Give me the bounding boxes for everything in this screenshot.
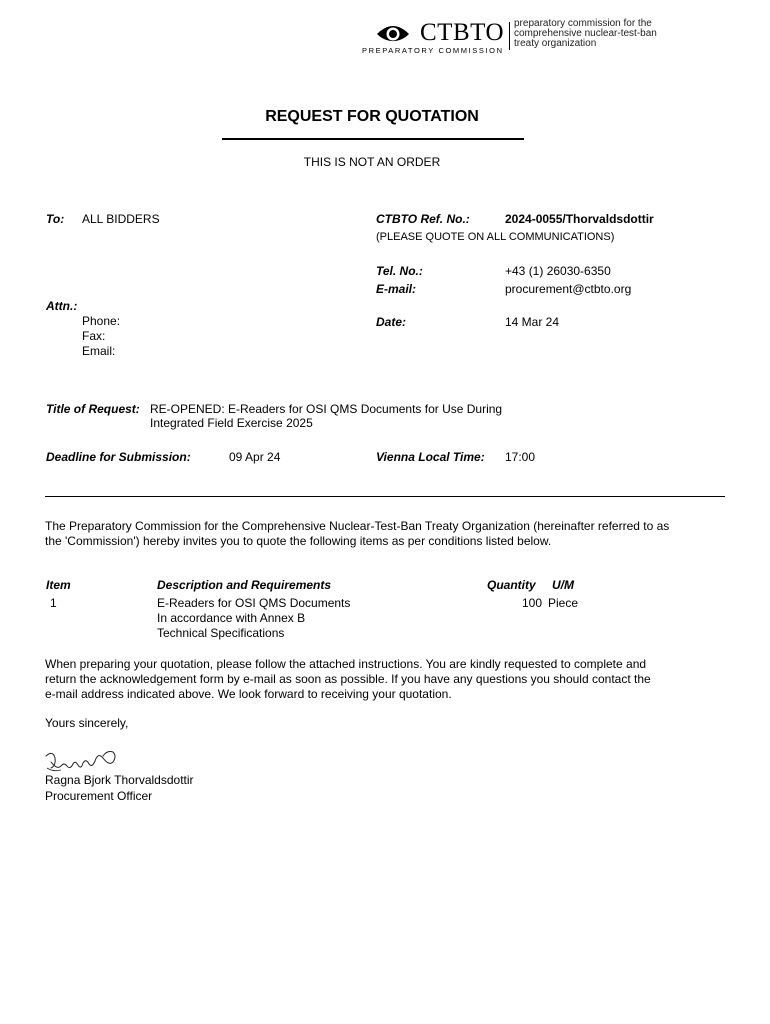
title-underline <box>222 138 524 140</box>
date-value: 14 Mar 24 <box>505 315 560 329</box>
attn-fax-label: Fax: <box>82 329 106 343</box>
request-title-line: Integrated Field Exercise 2025 <box>150 416 313 430</box>
to-label: To: <box>46 212 65 226</box>
attn-email-label: Email: <box>82 344 116 358</box>
local-time-label: Vienna Local Time: <box>376 450 485 464</box>
logo-divider <box>509 22 510 50</box>
paragraph-line: The Preparatory Commission for the Comprehensive Nuclear-Test-Ban Treaty Organization (hereinafter referred to as <box>45 519 670 533</box>
logo-description-line: preparatory commission for the <box>514 18 652 29</box>
paragraph-line: the 'Commission') hereby invites you to quote the following items as per conditions listed below. <box>45 534 552 548</box>
signatory-name: Ragna Bjork Thorvaldsdottir <box>45 773 194 787</box>
paragraph-line: When preparing your quotation, please follow the attached instructions. You are kindly requested to complete and <box>45 657 647 671</box>
intro-paragraph <box>45 519 735 549</box>
to-value: ALL BIDDERS <box>82 212 160 226</box>
document-subtitle: THIS IS NOT AN ORDER <box>303 155 441 169</box>
row-description-line: Technical Specifications <box>157 626 285 640</box>
logo-description-line: comprehensive nuclear-test-ban <box>514 28 657 39</box>
logo-wordmark: CTBTO <box>420 19 504 46</box>
signatory-position: Procurement Officer <box>45 789 153 803</box>
closing-salutation: Yours sincerely, <box>45 716 129 730</box>
column-header-item: Item <box>46 578 71 592</box>
document-title: REQUEST FOR QUOTATION <box>265 108 479 125</box>
section-divider <box>45 496 725 497</box>
column-header-quantity: Quantity <box>487 578 536 592</box>
row-quantity: 100 <box>521 596 542 610</box>
request-title-label: Title of Request: <box>46 402 140 416</box>
paragraph-line: return the acknowledgement form by e-mail as soon as possible. If you have any questions you should contact the <box>45 672 651 686</box>
logo-description <box>514 19 657 49</box>
date-label: Date: <box>376 315 407 329</box>
instructions-paragraph <box>45 657 735 702</box>
email-value[interactable]: procurement@ctbto.org <box>505 282 632 296</box>
logo-description-line: treaty organization <box>514 38 597 49</box>
deadline-value: 09 Apr 24 <box>229 450 281 464</box>
attn-phone-label: Phone: <box>82 314 121 328</box>
row-description-line: E-Readers for OSI QMS Documents <box>157 596 351 610</box>
row-item-number: 1 <box>50 596 57 610</box>
row-description-line: In accordance with Annex B <box>157 611 306 625</box>
tel-value: +43 (1) 26030-6350 <box>505 264 611 278</box>
column-header-uom: U/M <box>552 578 574 592</box>
ctbto-logo-icon <box>375 21 411 47</box>
logo-subtitle: PREPARATORY COMMISSION <box>362 46 504 55</box>
column-header-description: Description and Requirements <box>157 578 332 592</box>
attn-contact-lines <box>82 314 120 359</box>
ref-note: (PLEASE QUOTE ON ALL COMMUNICATIONS) <box>376 231 615 243</box>
paragraph-line: e-mail address indicated above. We look forward to receiving your quotation. <box>45 687 452 701</box>
attn-label: Attn.: <box>46 299 78 313</box>
ref-label: CTBTO Ref. No.: <box>376 212 470 226</box>
email-label: E-mail: <box>376 282 417 296</box>
local-time-value: 17:00 <box>505 450 536 464</box>
tel-label: Tel. No.: <box>376 264 423 278</box>
request-title-line: RE-OPENED: E-Readers for OSI QMS Documents for Use During <box>150 402 503 416</box>
ref-value: 2024-0055/Thorvaldsdottir <box>505 212 654 226</box>
row-uom: Piece <box>548 596 579 610</box>
deadline-label: Deadline for Submission: <box>46 450 191 464</box>
